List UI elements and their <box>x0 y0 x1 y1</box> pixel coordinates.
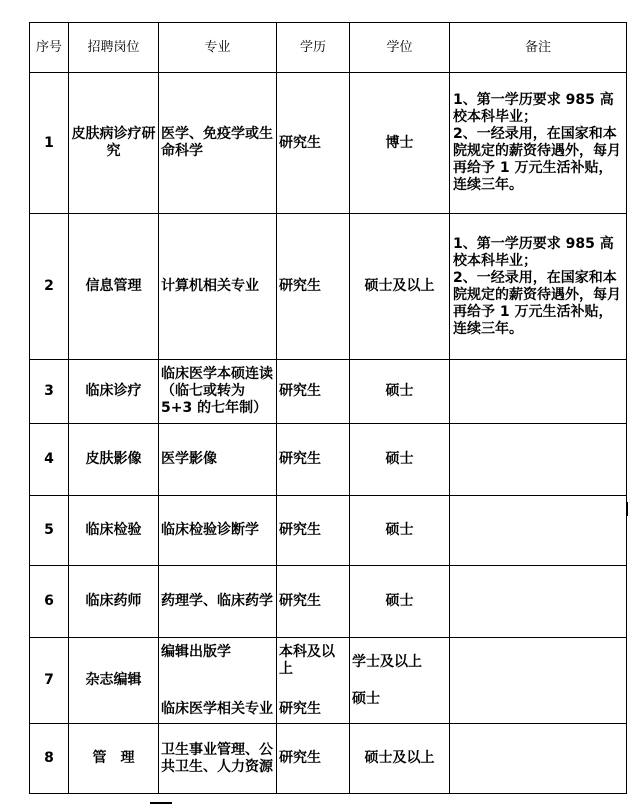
cell-degree: 博士 <box>350 73 450 214</box>
cell-seq: 3 <box>30 360 69 424</box>
cell-education: 研究生 <box>277 566 350 638</box>
cell-remarks <box>450 566 627 638</box>
cell-education: 研究生 <box>277 424 350 496</box>
degree-option-a: 学士及以上 <box>352 653 422 670</box>
table-row <box>30 638 627 724</box>
cell-seq: 1 <box>30 73 69 214</box>
cell-seq: 6 <box>30 566 69 638</box>
footer-fragment-mark <box>150 802 172 810</box>
cell-degree: 硕士 <box>350 496 450 566</box>
cell-remarks <box>450 496 627 566</box>
table-row <box>30 360 627 424</box>
cell-remarks <box>450 724 627 794</box>
cell-position: 临床药师 <box>69 566 159 638</box>
cell-major: 药理学、临床药学 <box>159 566 277 638</box>
cell-education: 研究生 <box>277 360 350 424</box>
cell-seq: 5 <box>30 496 69 566</box>
cell-seq: 2 <box>30 214 69 360</box>
cell-position: 皮肤病诊疗研究 <box>69 73 159 214</box>
cell-position: 临床诊疗 <box>69 360 159 424</box>
cell-education: 研究生 <box>277 496 350 566</box>
cell-major: 医学影像 <box>159 424 277 496</box>
cell-degree: 硕士 <box>350 360 450 424</box>
cell-remarks <box>450 360 627 424</box>
cell-position: 信息管理 <box>69 214 159 360</box>
table-row <box>30 566 627 638</box>
cell-seq: 8 <box>30 724 69 794</box>
cell-seq: 4 <box>30 424 69 496</box>
cell-degree: 硕士及以上 <box>350 724 450 794</box>
header-row <box>30 23 627 73</box>
table-row <box>30 424 627 496</box>
education-option-b: 研究生 <box>279 700 321 717</box>
header-remarks: 备注 <box>450 23 627 73</box>
degree-option-b: 硕士 <box>352 690 380 707</box>
header-education: 学历 <box>277 23 350 73</box>
cell-position: 临床检验 <box>69 496 159 566</box>
header-position: 招聘岗位 <box>69 23 159 73</box>
cell-seq: 7 <box>30 638 69 724</box>
cell-major <box>159 638 277 724</box>
table-row <box>30 214 627 360</box>
cell-education: 研究生 <box>277 214 350 360</box>
table-row <box>30 73 627 214</box>
cell-position: 皮肤影像 <box>69 424 159 496</box>
cell-major: 医学、免疫学或生命科学 <box>159 73 277 214</box>
table-row <box>30 724 627 794</box>
cell-education: 研究生 <box>277 73 350 214</box>
cell-remarks: 1、第一学历要求 985 高校本科毕业； 2、一经录用，在国家和本院规定的薪资待遇外，每月再给予 1 万元生活补贴，连续三年。 <box>450 73 627 214</box>
cell-degree: 硕士 <box>350 566 450 638</box>
cell-degree: 硕士及以上 <box>350 214 450 360</box>
major-option-b: 临床医学相关专业 <box>161 700 273 717</box>
cell-remarks <box>450 638 627 724</box>
cell-major: 计算机相关专业 <box>159 214 277 360</box>
header-seq: 序号 <box>30 23 69 73</box>
header-major: 专业 <box>159 23 277 73</box>
recruitment-table <box>29 22 627 794</box>
header-degree: 学位 <box>350 23 450 73</box>
cell-remarks <box>450 424 627 496</box>
cell-major: 卫生事业管理、公共卫生、人力资源 <box>159 724 277 794</box>
cell-major: 临床医学本硕连读（临七或转为5+3 的七年制） <box>159 360 277 424</box>
table-row <box>30 496 627 566</box>
major-option-a: 编辑出版学 <box>161 643 231 660</box>
cell-major: 临床检验诊断学 <box>159 496 277 566</box>
cell-degree <box>350 638 450 724</box>
cell-degree: 硕士 <box>350 424 450 496</box>
cell-education <box>277 638 350 724</box>
cell-position: 杂志编辑 <box>69 638 159 724</box>
cell-remarks: 1、第一学历要求 985 高校本科毕业； 2、一经录用，在国家和本院规定的薪资待遇外，每月再给予 1 万元生活补贴，连续三年。 <box>450 214 627 360</box>
cell-education: 研究生 <box>277 724 350 794</box>
education-option-a: 本科及以上 <box>279 643 335 677</box>
page-edge-mark <box>626 502 628 516</box>
cell-position: 管 理 <box>69 724 159 794</box>
